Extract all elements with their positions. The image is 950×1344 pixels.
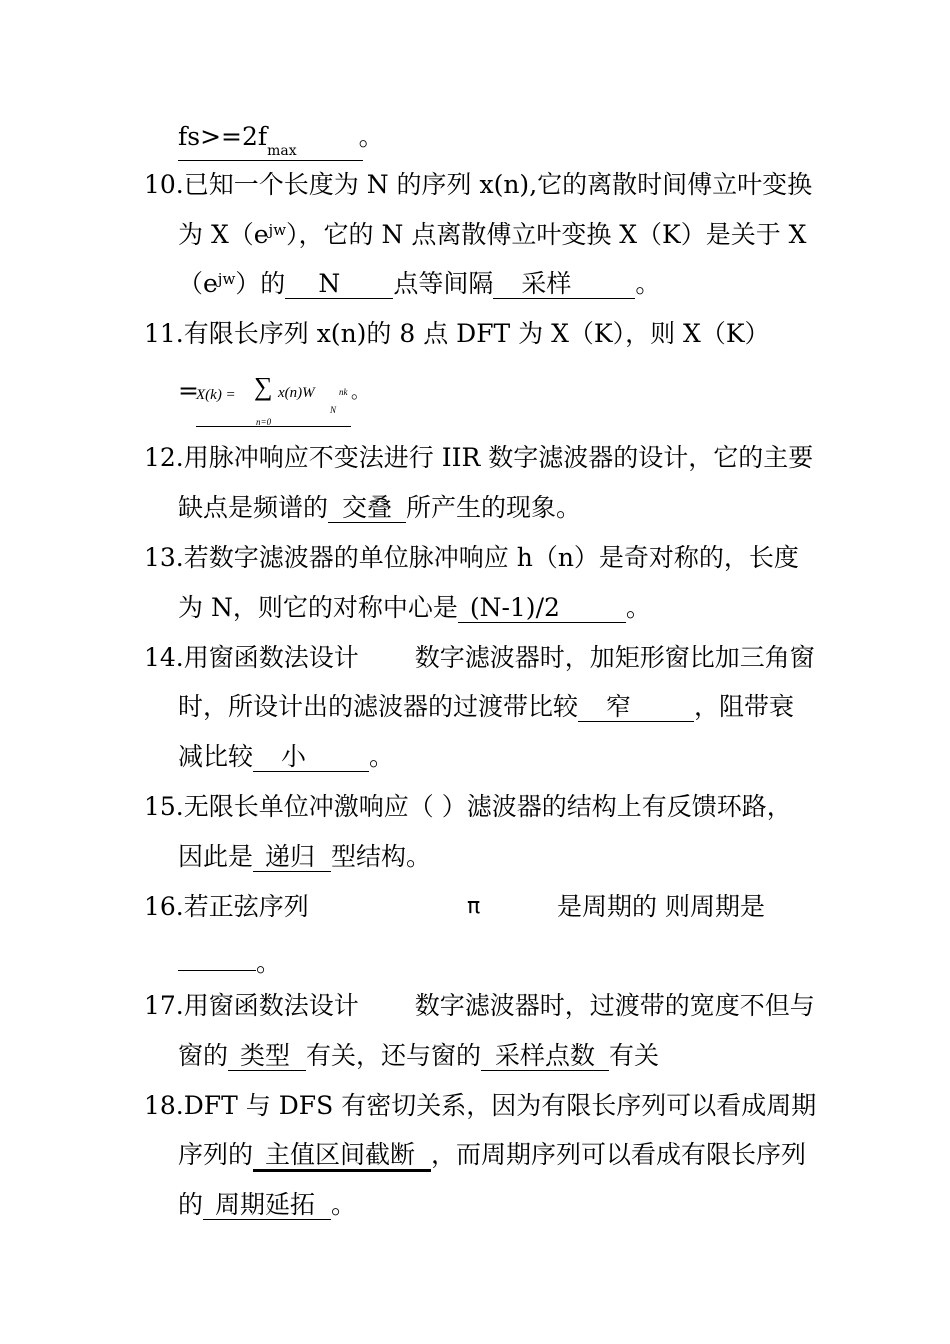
q17-answer-2	[481, 1043, 609, 1071]
q14-text-3a: 减比较	[178, 742, 254, 771]
q16-line-2	[178, 944, 281, 975]
q15-text-1: 无限长单位冲激响应（ ）滤波器的结构上有反馈环路，	[183, 792, 792, 821]
q13-text-2a: 为 N，则它的对称中心是	[178, 593, 458, 622]
q15-answer-text: 递归	[265, 842, 316, 871]
q15-number: 15.	[144, 792, 184, 821]
q18-line-2	[178, 1142, 806, 1172]
q10-answer-2-text: 采样	[521, 269, 572, 298]
q12-number: 12.	[144, 443, 184, 472]
q10-line-3	[178, 271, 660, 299]
q11-formula	[196, 374, 351, 427]
q9-answer-main: fs>=2f	[178, 122, 268, 151]
q13-line-2	[178, 595, 651, 623]
q16-pi	[467, 896, 480, 918]
q12-answer-text: 交叠	[342, 493, 393, 522]
q17-text-1a: 用窗函数法设计	[183, 991, 359, 1020]
q17-answer-1-text: 类型	[240, 1041, 291, 1070]
q10-text-2a: 为 X（e	[178, 220, 269, 249]
q18-answer-2	[203, 1192, 331, 1220]
q18-text-3a: 的	[178, 1190, 204, 1219]
q10-end: 。	[635, 269, 661, 298]
q16-text-1b: 是周期的 则周期是	[557, 892, 765, 921]
q13-end: 。	[625, 593, 651, 622]
q15-line-2	[178, 844, 431, 872]
q9-answer	[178, 122, 384, 161]
q17-text-2a: 窗的	[178, 1041, 229, 1070]
q9-answer-line	[178, 122, 384, 161]
q10-sup-1: jw	[268, 221, 287, 239]
q17-answer-1	[228, 1043, 306, 1071]
q15-text-2b: 型结构。	[331, 842, 432, 871]
q9-answer-sub: max	[267, 143, 297, 159]
q10-mid: 点等间隔	[393, 269, 494, 298]
q13-line-1	[144, 545, 799, 570]
q10-text-2b: ），它的 N 点离散傅立叶变换 X（K）是关于 X	[286, 220, 807, 249]
q10-line-2	[178, 222, 806, 247]
q12-answer	[328, 495, 406, 523]
q14-answer-1	[578, 694, 694, 722]
q12-line-1	[144, 445, 813, 470]
q16-number: 16.	[144, 892, 184, 921]
q11-formula-rhs: x(n)W	[278, 385, 315, 401]
q17-text-2c: 有关	[609, 1041, 660, 1070]
q11-sum-limit: n=0	[256, 417, 272, 427]
q16-answer-blank	[178, 944, 256, 971]
q14-answer-2-text: 小	[281, 742, 307, 771]
q11-formula-sup: nk	[339, 387, 348, 397]
q10-answer-1	[285, 271, 393, 299]
q18-text-2a: 序列的	[178, 1140, 254, 1169]
q13-answer-text: (N-1)/2	[469, 593, 560, 622]
q14-answer-2	[253, 744, 369, 772]
q15-line-1	[144, 794, 792, 819]
q14-text-2a: 时，所设计出的滤波器的过渡带比较	[178, 692, 579, 721]
q11-formula-lhs: X(k) =	[196, 387, 236, 403]
q11-number: 11.	[144, 319, 184, 348]
q14-answer-1-text: 窄	[606, 692, 632, 721]
q14-line-3	[178, 744, 394, 772]
q18-answer-2-text: 周期延拓	[215, 1190, 316, 1219]
q15-text-2a: 因此是	[178, 842, 254, 871]
q15-answer	[253, 844, 331, 872]
q18-answer-1-text: 主值区间截断	[265, 1140, 416, 1169]
q16-end: 。	[256, 948, 282, 977]
q14-number: 14.	[144, 643, 184, 672]
q11-line-1	[144, 321, 770, 346]
q11-equals: =	[178, 376, 199, 405]
q16-text-1a: 若正弦序列	[183, 892, 309, 921]
q10-text-3b: ）的	[235, 269, 286, 298]
q16-line-1b	[557, 894, 765, 919]
q18-text-2b: ，而周期序列可以看成有限长序列	[431, 1140, 807, 1169]
q11-end: 。	[351, 382, 369, 403]
q9-end: 。	[358, 122, 384, 151]
q16-line-1	[144, 894, 309, 919]
q10-answer-2	[493, 271, 635, 299]
q10-line-1	[144, 172, 812, 197]
q14-line-2	[178, 694, 794, 722]
q11-formula-sub: N	[330, 405, 337, 415]
q13-number: 13.	[144, 543, 184, 572]
q10-text-3a: （e	[178, 269, 218, 298]
q10-number: 10.	[144, 170, 184, 199]
q14-text-1b: 数字滤波器时，加矩形窗比加三角窗	[414, 643, 815, 672]
q17-line-1	[144, 993, 815, 1018]
q18-text-1: DFT 与 DFS 有密切关系，因为有限长序列可以看成周期	[183, 1091, 817, 1120]
q18-line-3	[178, 1192, 356, 1220]
q17-line-2	[178, 1043, 659, 1071]
q17-text-2b: 有关，还与窗的	[306, 1041, 482, 1070]
q18-answer-1	[253, 1142, 431, 1172]
q13-answer	[458, 595, 626, 623]
q18-line-1	[144, 1093, 816, 1118]
q18-number: 18.	[144, 1091, 184, 1120]
q10-text-1: 已知一个长度为 N 的序列 x(n),它的离散时间傅立叶变换	[183, 170, 813, 199]
q10-answer-1-text: N	[318, 269, 341, 298]
q12-line-2	[178, 495, 581, 523]
q12-text-1: 用脉冲响应不变法进行 IIR 数字滤波器的设计，它的主要	[183, 443, 814, 472]
q11-sigma-symbol: ∑	[254, 372, 273, 401]
q14-end: 。	[369, 742, 395, 771]
q11-text-1: 有限长序列 x(n)的 8 点 DFT 为 X（K），则 X（K）	[183, 319, 770, 348]
q14-line-1	[144, 645, 815, 670]
q12-text-2b: 所产生的现象。	[406, 493, 582, 522]
q12-text-2a: 缺点是频谱的	[178, 493, 329, 522]
q17-number: 17.	[144, 991, 184, 1020]
q16-pi-symbol: π	[467, 894, 481, 919]
q14-text-1a: 用窗函数法设计	[183, 643, 359, 672]
q14-text-2b: ，阻带衰	[694, 692, 795, 721]
q13-text-1: 若数字滤波器的单位脉冲响应 h（n）是奇对称的，长度	[183, 543, 799, 572]
q18-end: 。	[331, 1190, 357, 1219]
q17-answer-2-text: 采样点数	[495, 1041, 596, 1070]
q17-text-1b: 数字滤波器时，过渡带的宽度不但与	[414, 991, 815, 1020]
q10-sup-2: jw	[217, 270, 236, 288]
